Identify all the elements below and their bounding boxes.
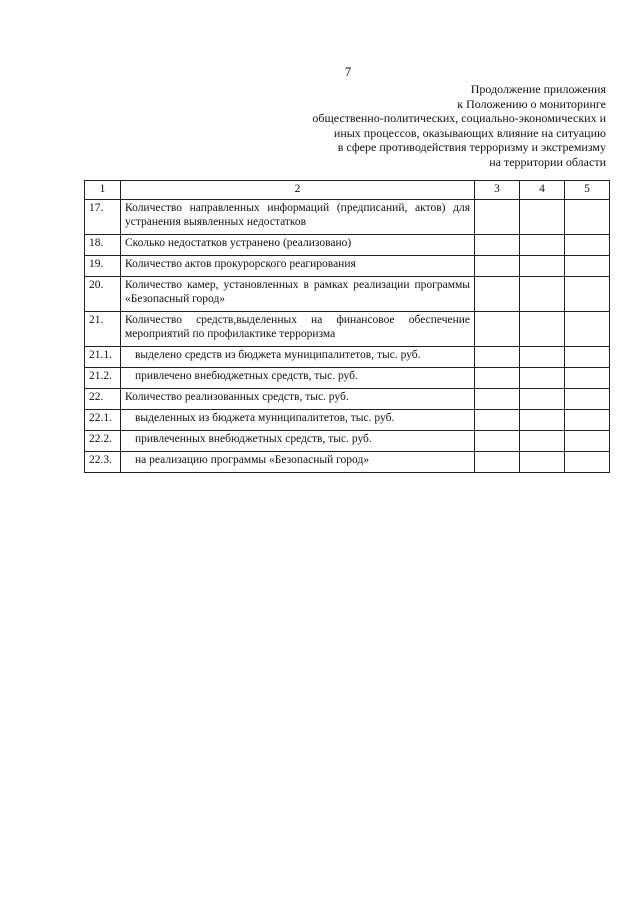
row-number: 22. [85, 389, 121, 410]
value-cell [475, 452, 520, 473]
row-number: 21.1. [85, 347, 121, 368]
indicator-description: Количество реализованных средств, тыс. руб. [121, 389, 475, 410]
column-header: 1 [85, 181, 121, 200]
table-body [85, 200, 610, 473]
row-number: 17. [85, 200, 121, 235]
value-cell [565, 256, 610, 277]
indicator-description: привлеченных внебюджетных средств, тыс. руб. [121, 431, 475, 452]
row-number: 21.2. [85, 368, 121, 389]
value-cell [475, 431, 520, 452]
appendix-header [246, 82, 606, 169]
value-cell [475, 200, 520, 235]
table-row [85, 200, 610, 235]
table-row [85, 235, 610, 256]
indicator-description: привлечено внебюджетных средств, тыс. руб. [121, 368, 475, 389]
value-cell [520, 200, 565, 235]
table-row [85, 452, 610, 473]
row-number: 19. [85, 256, 121, 277]
value-cell [520, 312, 565, 347]
header-line: иных процессов, оказывающих влияние на ситуацию [333, 125, 606, 140]
monitoring-table [84, 180, 610, 473]
indicator-description: Количество средств,выделенных на финансовое обеспечение мероприятий по профилактике терроризма [121, 312, 475, 347]
indicator-description: выделено средств из бюджета муниципалитетов, тыс. руб. [121, 347, 475, 368]
value-cell [565, 277, 610, 312]
value-cell [475, 410, 520, 431]
value-cell [565, 312, 610, 347]
value-cell [565, 347, 610, 368]
row-number: 21. [85, 312, 121, 347]
row-number: 22.2. [85, 431, 121, 452]
indicator-description: Количество актов прокурорского реагирования [121, 256, 475, 277]
page-number: 7 [344, 64, 352, 79]
value-cell [520, 410, 565, 431]
row-number: 22.1. [85, 410, 121, 431]
value-cell [520, 277, 565, 312]
value-cell [475, 312, 520, 347]
row-number: 18. [85, 235, 121, 256]
row-number: 22.3. [85, 452, 121, 473]
value-cell [475, 277, 520, 312]
table-row [85, 368, 610, 389]
column-header: 5 [565, 181, 610, 200]
value-cell [475, 256, 520, 277]
table-row [85, 389, 610, 410]
value-cell [520, 389, 565, 410]
table-row [85, 277, 610, 312]
table-row [85, 431, 610, 452]
value-cell [565, 431, 610, 452]
value-cell [520, 368, 565, 389]
value-cell [565, 200, 610, 235]
value-cell [565, 452, 610, 473]
indicator-description: на реализацию программы «Безопасный город» [121, 452, 475, 473]
value-cell [520, 256, 565, 277]
table-row [85, 256, 610, 277]
column-header: 2 [121, 181, 475, 200]
indicator-description: Сколько недостатков устранено (реализовано) [121, 235, 475, 256]
table-row [85, 410, 610, 431]
value-cell [475, 347, 520, 368]
value-cell [565, 368, 610, 389]
value-cell [475, 389, 520, 410]
value-cell [565, 389, 610, 410]
table-row [85, 312, 610, 347]
header-line: на территории области [489, 154, 606, 169]
value-cell [520, 452, 565, 473]
value-cell [565, 235, 610, 256]
header-line: в сфере противодействия терроризму и экстремизму [337, 140, 606, 154]
table-row [85, 347, 610, 368]
value-cell [475, 235, 520, 256]
value-cell [520, 347, 565, 368]
header-line: Продолжение приложения [470, 82, 606, 96]
indicator-description: Количество камер, установленных в рамках реализации программы «Безопасный город» [121, 277, 475, 312]
value-cell [565, 410, 610, 431]
table-header-row [85, 181, 610, 200]
column-header: 4 [520, 181, 565, 200]
column-header: 3 [475, 181, 520, 200]
header-line: общественно-политических, социально-экономических и [312, 111, 606, 125]
header-line: к Положению о мониторинге [457, 96, 606, 111]
value-cell [520, 235, 565, 256]
value-cell [475, 368, 520, 389]
value-cell [520, 431, 565, 452]
row-number: 20. [85, 277, 121, 312]
indicator-description: Количество направленных информаций (предписаний, актов) для устранения выявленных недостатков [121, 200, 475, 235]
indicator-description: выделенных из бюджета муниципалитетов, тыс. руб. [121, 410, 475, 431]
